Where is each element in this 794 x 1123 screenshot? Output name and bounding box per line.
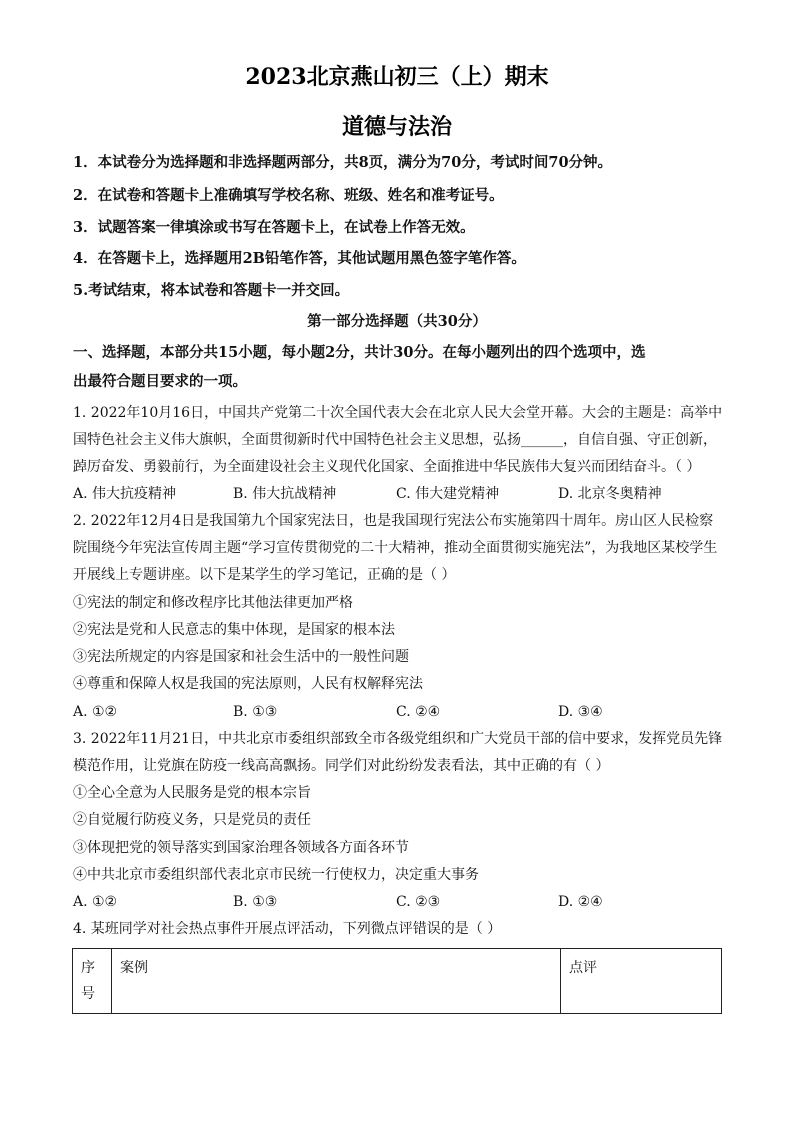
- q3-statement-2: ②自觉履行防疫义务，只是党员的责任: [73, 812, 311, 828]
- part1-heading: 第一部分选择题（共30分）: [307, 313, 487, 330]
- instruction-4: 4．在答题卡上，选择题用2B铅笔作答，其他试题用黑色签字笔作答。: [73, 250, 526, 267]
- q2-option-d: D. ③④: [558, 704, 603, 720]
- q2-statement-2: ②宪法是党和人民意志的集中体现，是国家的根本法: [73, 622, 395, 638]
- q1-option-a: A. 伟大抗疫精神: [73, 486, 177, 502]
- q2-statement-4: ④尊重和保障人权是我国的宪法原则，人民有权解释宪法: [73, 676, 423, 692]
- q2-statement-1: ①宪法的制定和修改程序比其他法律更加严格: [73, 595, 353, 611]
- q2-line-3: 开展线上专题讲座。以下是某学生的学习笔记，正确的是（ ）: [73, 567, 456, 583]
- q1-line-3: 踔厉奋发、勇毅前行，为全面建设社会主义现代化国家、全面推进中华民族伟大复兴而团结奋斗。（ ）: [73, 459, 701, 475]
- q1-option-c: C. 伟大建党精神: [396, 486, 500, 502]
- exam-title: 2023北京燕山初三（上）期末: [245, 64, 549, 90]
- q2-line-2: 院围绕今年宪法宣传周主题“学习宣传贯彻党的二十大精神，推动全面贯彻实施宪法”，为我地区某校学生: [73, 540, 718, 556]
- q2-option-c: C. ②④: [396, 704, 441, 720]
- q3-option-c: C. ②③: [396, 894, 441, 910]
- q3-option-b: B. ①③: [233, 894, 278, 910]
- table-header-comment: 点评: [561, 949, 722, 1014]
- q2-option-a: A. ①②: [73, 704, 118, 720]
- instruction-3: 3．试题答案一律填涂或书写在答题卡上，在试卷上作答无效。: [73, 219, 475, 236]
- q3-option-a: A. ①②: [73, 894, 118, 910]
- q1-line-2: 国特色社会主义伟大旗帜，全面贯彻新时代中国特色社会主义思想，弘扬______，自信自强、守正创新，: [73, 432, 717, 448]
- q3-line-1: 3. 2022年11月21日，中共北京市委组织部致全市各级党组织和广大党员干部的信中要求，发挥党员先锋: [73, 731, 723, 747]
- q3-statement-4: ④中共北京市委组织部代表北京市民统一行使权力，决定重大事务: [73, 867, 479, 883]
- table-header-index: [73, 949, 112, 1014]
- q4-case-table: [72, 948, 722, 1014]
- instruction-2: 2．在试卷和答题卡上准确填写学校名称、班级、姓名和准考证号。: [73, 187, 504, 204]
- q2-option-b: B. ①③: [233, 704, 278, 720]
- q3-line-2: 模范作用，让党旗在防疫一线高高飘扬。同学们对此纷纷发表看法，其中正确的有（ ）: [73, 758, 610, 774]
- instruction-5: 5.考试结束，将本试卷和答题卡一并交回。: [73, 282, 350, 299]
- q1-option-d: D. 北京冬奥精神: [558, 486, 662, 502]
- q1-line-1: 1. 2022年10月16日，中国共产党第二十次全国代表大会在北京人民大会堂开幕。大会的主题是：高举中: [73, 405, 723, 421]
- exam-subject: 道德与法治: [341, 114, 452, 140]
- table-header-row: [73, 949, 722, 1014]
- q2-statement-3: ③宪法所规定的内容是国家和社会生活中的一般性问题: [73, 649, 409, 665]
- q3-statement-1: ①全心全意为人民服务是党的根本宗旨: [73, 785, 311, 801]
- index-header-label: 序号: [81, 960, 95, 1002]
- part1-intro-line-2: 出最符合题目要求的一项。: [73, 373, 247, 390]
- q4-line-1: 4. 某班同学对社会热点事件开展点评活动，下列微点评错误的是（ ）: [73, 921, 502, 937]
- q3-option-d: D. ②④: [558, 894, 603, 910]
- q2-line-1: 2. 2022年12月4日是我国第九个国家宪法日，也是我国现行宪法公布实施第四十周年。房山区人民检察: [73, 513, 714, 529]
- instruction-1: 1．本试卷分为选择题和非选择题两部分，共8页，满分为70分，考试时间70分钟。: [73, 154, 613, 171]
- q3-statement-3: ③体现把党的领导落实到国家治理各领域各方面各环节: [73, 840, 409, 856]
- part1-intro-line-1: 一、选择题，本部分共15小题，每小题2分，共计30分。在每小题列出的四个选项中，选: [73, 344, 646, 361]
- q1-option-b: B. 伟大抗战精神: [233, 486, 337, 502]
- table-header-case: 案例: [112, 949, 561, 1014]
